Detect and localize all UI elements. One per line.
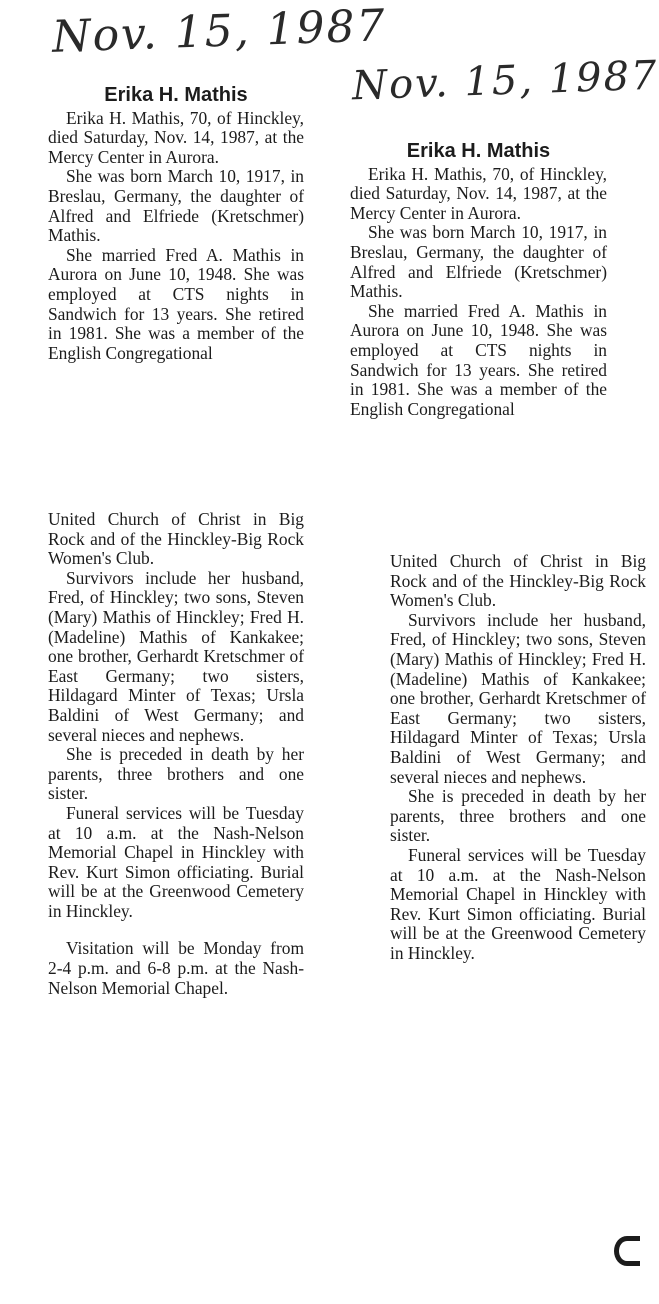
obituary-paragraph: She was born March 10, 1917, in Breslau, Germany, the daughter of Alfred and Elfriede (Kretschmer) Mathis. [48,166,304,246]
obituary-headline: Erika H. Mathis [406,140,551,162]
handwritten-date-left: Nov. 15, 1987 [51,0,388,63]
obituary-paragraph: Funeral services will be Tuesday at 10 a.m. at the Nash-Nelson Memorial Chapel in Hinckley with Rev. Kurt Simon officiating. Burial will be at the Greenwood Cemetery in Hinckley. [48,802,304,921]
ink-mark [614,1236,640,1266]
visitation-paragraph: Visitation will be Monday from 2-4 p.m. and 6-8 p.m. at the Nash-Nelson Memorial Chapel. [48,938,304,998]
handwritten-date-right: Nov. 15, 1987 [351,52,659,110]
obituary-clipping-right-bottom [390,551,646,1228]
obituary-paragraph: She married Fred A. Mathis in Aurora on June 10, 1948. She was employed at CTS nights in Sandwich for 13 years. She retired in 1981. She was a member of the English Congregational [48,244,304,363]
obituary-paragraph: She is preceded in death by her parents, three brothers and one sister. [390,786,646,846]
obituary-paragraph: Survivors include her husband, Fred, of Hinckley; two sons, Steven (Mary) Mathis of Hinckley; Fred H. (Madeline) Mathis of Kankakee; one brother, Gerhardt Kretschmer of East Germany; two sisters, Hildagard Minter of Texas; Ursla Baldini of West Germany; and several nieces and nephews. [48,567,304,745]
obituary-clipping-right-top [350,142,607,419]
obituary-paragraph: Funeral services will be Tuesday at 10 a.m. at the Nash-Nelson Memorial Chapel in Hinckley with Rev. Kurt Simon officiating. Burial will be at the Greenwood Cemetery in Hinckley. [390,844,646,963]
obituary-paragraph: United Church of Christ in Big Rock and of the Hinckley-Big Rock Women's Club. [48,509,304,569]
obituary-paragraph: Survivors include her husband, Fred, of Hinckley; two sons, Steven (Mary) Mathis of Hinckley; Fred H. (Madeline) Mathis of Kankakee; one brother, Gerhardt Kretschmer of East Germany; two sisters, Hildagard Minter of Texas; Ursla Baldini of West Germany; and several nieces and nephews. [390,609,646,787]
obituary-paragraph: Erika H. Mathis, 70, of Hinckley, died Saturday, Nov. 14, 1987, at the Mercy Center in Aurora. [48,107,304,167]
obituary-headline: Erika H. Mathis [104,84,248,106]
obituary-paragraph: Erika H. Mathis, 70, of Hinckley, died Saturday, Nov. 14, 1987, at the Mercy Center in Aurora. [350,163,607,223]
obituary-paragraph: United Church of Christ in Big Rock and of the Hinckley-Big Rock Women's Club. [390,551,646,611]
obituary-paragraph: She married Fred A. Mathis in Aurora on June 10, 1948. She was employed at CTS nights in Sandwich for 13 years. She retired in 1981. She was a member of the English Congregational [350,300,607,419]
obituary-paragraph: She is preceded in death by her parents, three brothers and one sister. [48,744,304,804]
obituary-clipping-left-top [48,86,304,363]
obituary-clipping-left-bottom [48,510,304,998]
obituary-paragraph: She was born March 10, 1917, in Breslau, Germany, the daughter of Alfred and Elfriede (Kretschmer) Mathis. [350,222,607,302]
